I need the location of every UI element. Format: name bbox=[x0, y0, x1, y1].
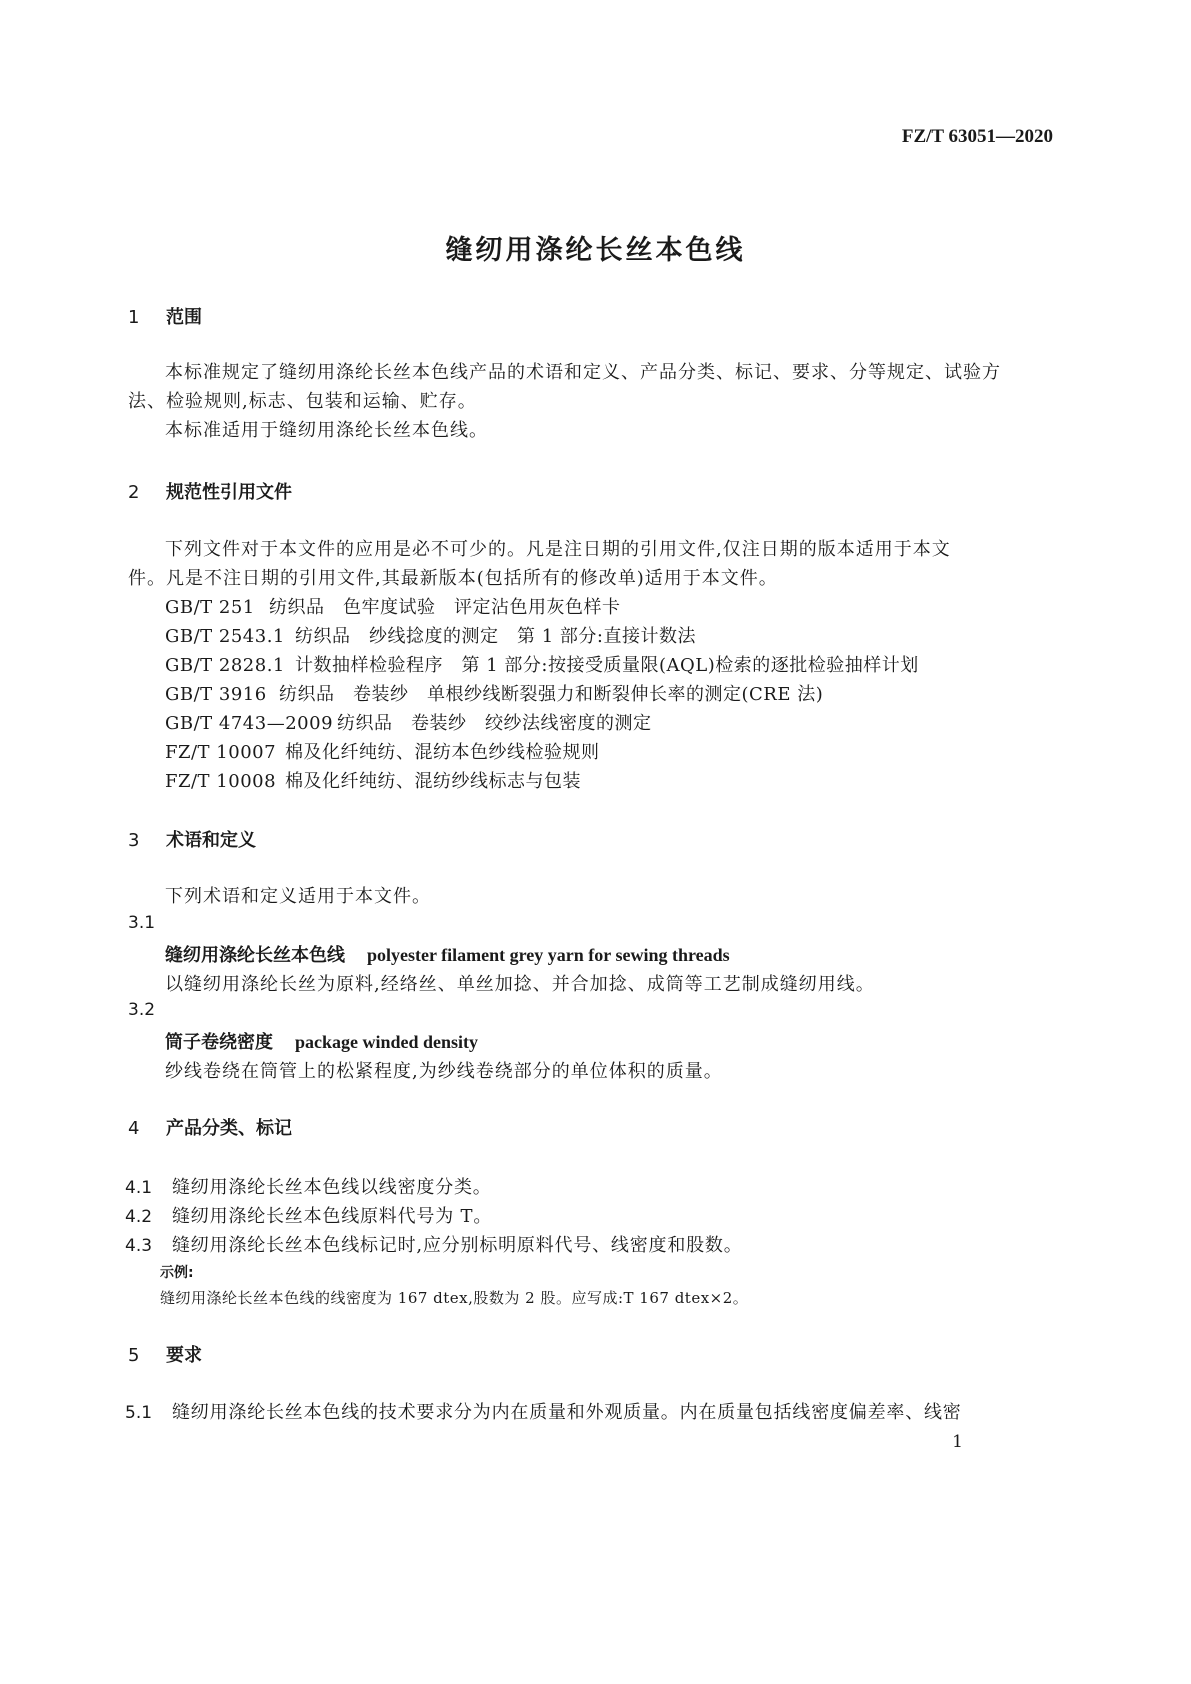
term-name-en: package winded density bbox=[295, 1032, 479, 1052]
term-number: 3.1 bbox=[128, 913, 156, 933]
section-number: 5 bbox=[128, 1345, 140, 1366]
reference-title: 纺织品 卷装纱 单根纱线断裂强力和断裂伸长率的测定(CRE 法) bbox=[279, 684, 824, 705]
paragraph: 下列文件对于本文件的应用是必不可少的。凡是注日期的引用文件,仅注日期的版本适用于本文 bbox=[165, 539, 951, 560]
reference-code: FZ/T 10007 bbox=[165, 742, 277, 763]
reference-code: GB/T 2828.1 bbox=[165, 655, 285, 676]
section-4-heading bbox=[128, 1114, 292, 1140]
document-title: 缝纫用涤纶长丝本色线 bbox=[445, 235, 746, 266]
clause-text: 缝纫用涤纶长丝本色线的技术要求分为内在质量和外观质量。内在质量包括线密度偏差率、线密 bbox=[172, 1402, 962, 1423]
reference-code: GB/T 2543.1 bbox=[165, 626, 285, 647]
reference-code: GB/T 4743—2009 bbox=[165, 713, 334, 734]
section-title: 产品分类、标记 bbox=[166, 1118, 292, 1139]
clause-text: 缝纫用涤纶长丝本色线以线密度分类。 bbox=[172, 1177, 492, 1198]
reference-code: FZ/T 10008 bbox=[165, 771, 277, 792]
clause-text: 缝纫用涤纶长丝本色线标记时,应分别标明原料代号、线密度和股数。 bbox=[172, 1235, 743, 1256]
paragraph: 本标准适用于缝纫用涤纶长丝本色线。 bbox=[165, 420, 488, 441]
reference-code: GB/T 3916 bbox=[165, 684, 267, 705]
reference-title: 计数抽样检验程序 第 1 部分:按接受质量限(AQL)检索的逐批检验抽样计划 bbox=[295, 655, 919, 676]
example-label: 示例: bbox=[160, 1265, 194, 1281]
reference-item bbox=[165, 651, 919, 677]
reference-item bbox=[165, 767, 581, 793]
reference-title: 棉及化纤纯纺、混纺纱线标志与包装 bbox=[285, 771, 581, 792]
reference-title: 棉及化纤纯纺、混纺本色纱线检验规则 bbox=[285, 742, 600, 763]
paragraph: 下列术语和定义适用于本文件。 bbox=[165, 886, 431, 907]
reference-title: 纺织品 纱线捻度的测定 第 1 部分:直接计数法 bbox=[295, 626, 696, 647]
section-number: 2 bbox=[128, 482, 140, 503]
reference-item bbox=[165, 593, 621, 619]
reference-item bbox=[165, 709, 652, 735]
section-number: 3 bbox=[128, 830, 140, 851]
clause bbox=[125, 1231, 743, 1257]
clause-number: 5.1 bbox=[125, 1403, 153, 1423]
clause bbox=[125, 1202, 492, 1228]
reference-title: 纺织品 卷装纱 绞纱法线密度的测定 bbox=[337, 713, 652, 734]
term-definition: 以缝纫用涤纶长丝为原料,经络丝、单丝加捻、并合加捻、成筒等工艺制成缝纫用线。 bbox=[165, 974, 875, 995]
term-name-zh: 筒子卷绕密度 bbox=[165, 1032, 273, 1053]
clause-number: 4.1 bbox=[125, 1178, 153, 1198]
clause-number: 4.2 bbox=[125, 1207, 153, 1227]
section-title: 要求 bbox=[166, 1345, 202, 1366]
term-name-en: polyester filament grey yarn for sewing threads bbox=[367, 945, 730, 965]
section-3-heading bbox=[128, 826, 256, 852]
term-definition: 纱线卷绕在筒管上的松紧程度,为纱线卷绕部分的单位体积的质量。 bbox=[165, 1061, 723, 1082]
term-name-zh: 缝纫用涤纶长丝本色线 bbox=[165, 945, 345, 966]
section-title: 范围 bbox=[166, 307, 202, 328]
reference-item bbox=[165, 680, 823, 706]
term-name bbox=[165, 941, 730, 967]
section-title: 术语和定义 bbox=[166, 830, 256, 851]
term-number: 3.2 bbox=[128, 1000, 156, 1020]
paragraph: 法、检验规则,标志、包装和运输、贮存。 bbox=[128, 391, 477, 412]
clause bbox=[125, 1173, 492, 1199]
example-text: 缝纫用涤纶长丝本色线的线密度为 167 dtex,股数为 2 股。应写成:T 167 dtex×2。 bbox=[160, 1289, 749, 1307]
paragraph: 件。凡是不注日期的引用文件,其最新版本(包括所有的修改单)适用于本文件。 bbox=[128, 568, 778, 589]
section-title: 规范性引用文件 bbox=[166, 482, 292, 503]
section-5-heading bbox=[128, 1341, 202, 1367]
reference-item bbox=[165, 738, 600, 764]
paragraph: 本标准规定了缝纫用涤纶长丝本色线产品的术语和定义、产品分类、标记、要求、分等规定、试验方 bbox=[165, 362, 1001, 383]
clause-text: 缝纫用涤纶长丝本色线原料代号为 T。 bbox=[172, 1206, 493, 1227]
standard-code: FZ/T 63051—2020 bbox=[901, 126, 1053, 147]
page-number: 1 bbox=[952, 1432, 963, 1452]
section-number: 4 bbox=[128, 1118, 140, 1139]
reference-item bbox=[165, 622, 696, 648]
clause bbox=[125, 1398, 962, 1424]
section-1-heading bbox=[128, 303, 202, 329]
section-number: 1 bbox=[128, 307, 140, 328]
term-name bbox=[165, 1028, 478, 1054]
section-2-heading bbox=[128, 478, 292, 504]
clause-number: 4.3 bbox=[125, 1236, 153, 1256]
reference-code: GB/T 251 bbox=[165, 597, 255, 618]
reference-title: 纺织品 色牢度试验 评定沾色用灰色样卡 bbox=[269, 597, 621, 618]
